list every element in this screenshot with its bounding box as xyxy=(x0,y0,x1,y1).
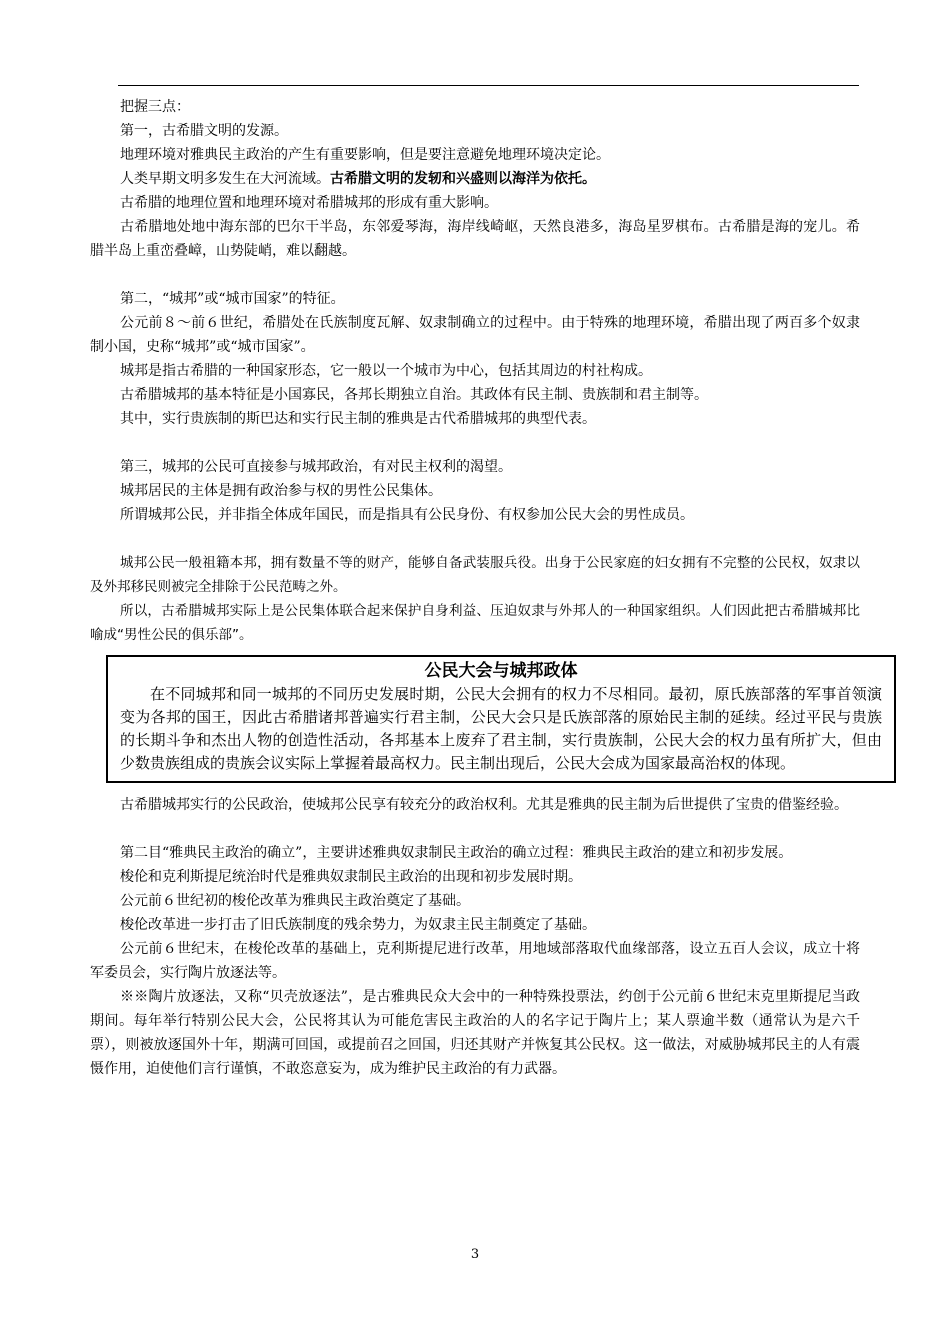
paragraph: 梭伦和克利斯提尼统治时代是雅典奴隶制民主政治的出现和初步发展时期。 xyxy=(120,869,582,885)
paragraph: 古希腊地处地中海东部的巴尔干半岛，东邻爱琴海，海岸线崎岖，天然良港多，海岛星罗棋布。古希腊是海的宠儿。希腊半岛上重峦叠嶂，山势陡峭，难以翻越。 xyxy=(90,219,860,259)
paragraph: 梭伦改革进一步打击了旧氏族制度的残余势力，为奴隶主民主制奠定了基础。 xyxy=(120,917,596,933)
paragraph: 古希腊的地理位置和地理环境对希腊城邦的形成有重大影响。 xyxy=(120,195,498,211)
paragraph: 第三，城邦的公民可直接参与城邦政治，有对民主权利的渴望。 xyxy=(120,459,512,475)
paragraph: 把握三点： xyxy=(120,99,190,115)
paragraph: 所以，古希腊城邦实际上是公民集体联合起来保护自身利益、压迫奴隶与外邦人的一种国家组织。人们因此把古希腊城邦比喻成“男性公民的俱乐部”。 xyxy=(90,603,860,643)
paragraph: 公元前８～前６世纪，希腊处在氏族制度瓦解、奴隶制确立的过程中。由于特殊的地理环境，希腊出现了两百多个奴隶制小国，史称“城邦”或“城市国家”。 xyxy=(90,315,860,355)
paragraph xyxy=(90,167,860,191)
paragraph: 城邦公民一般祖籍本邦，拥有数量不等的财产，能够自备武装服兵役。出身于公民家庭的妇女拥有不完整的公民权，奴隶以及外邦移民则被完全排除于公民范畴之外。 xyxy=(90,555,860,595)
paragraph: 其中，实行贵族制的斯巴达和实行民主制的雅典是古代希腊城邦的典型代表。 xyxy=(120,411,596,427)
paragraph: 城邦是指古希腊的一种国家形态，它一般以一个城市为中心，包括其周边的村社构成。 xyxy=(120,363,652,379)
paragraph: 古希腊城邦的基本特征是小国寡民，各邦长期独立自治。其政体有民主制、贵族制和君主制等。 xyxy=(120,387,708,403)
text-span: 人类早期文明多发生在大河流域。 xyxy=(120,171,330,187)
paragraph: 第二目“雅典民主政治的确立”，主要讲述雅典奴隶制民主政治的确立过程：雅典民主政治的建立和初步发展。 xyxy=(120,845,793,861)
paragraph: 公元前６世纪初的梭伦改革为雅典民主政治奠定了基础。 xyxy=(120,893,470,909)
bold-text: 古希腊文明的发轫和兴盛则以海洋为依托。 xyxy=(330,171,596,187)
page-number: 3 xyxy=(470,1247,480,1262)
paragraph: 古希腊城邦实行的公民政治，使城邦公民享有较充分的政治权利。尤其是雅典的民主制为后世提供了宝贵的借鉴经验。 xyxy=(120,797,848,813)
info-box-body: 在不同城邦和同一城邦的不同历史发展时期，公民大会拥有的权力不尽相同。最初，原氏族部落的军事首领演变为各邦的国王，因此古希腊诸邦普遍实行君主制，公民大会只是氏族部落的原始民主制的延续。经过平民与贵族的长期斗争和杰出人物的创造性活动，各邦基本上废弃了君主制，实行贵族制，公民大会的权力虽有所扩大，但由少数贵族组成的贵族会议实际上掌握着最高权力。民主制出现后，公民大会成为国家最高治权的体现。 xyxy=(120,685,882,772)
paragraph: 公元前６世纪末，在梭伦改革的基础上，克利斯提尼进行改革，用地域部落取代血缘部落，设立五百人会议，成立十将军委员会，实行陶片放逐法等。 xyxy=(90,941,860,981)
paragraph: ※※陶片放逐法，又称“贝壳放逐法”，是古雅典民众大会中的一种特殊投票法，约创于公元前６世纪末克里斯提尼当政期间。每年举行特别公民大会，公民将其认为可能危害民主政治的人的名字记于陶片上；某人票逾半数（通常认为是六千票），则被放逐国外十年，期满可回国，或提前召之回国，归还其财产并恢复其公民权。这一做法，对威胁城邦民主的人有震慑作用，迫使他们言行谨慎，不敢恣意妄为，成为维护民主政治的有力武器。 xyxy=(90,989,860,1077)
info-box-title: 公民大会与城邦政体 xyxy=(424,661,578,681)
header-rule xyxy=(118,85,859,86)
paragraph: 第二，“城邦”或“城市国家”的特征。 xyxy=(120,291,345,307)
paragraph: 所谓城邦公民，并非指全体成年国民，而是指具有公民身份、有权参加公民大会的男性成员。 xyxy=(120,507,694,523)
info-box xyxy=(106,655,896,783)
paragraph: 第一，古希腊文明的发源。 xyxy=(120,123,288,139)
document-body xyxy=(90,95,882,1081)
paragraph: 城邦居民的主体是拥有政治参与权的男性公民集体。 xyxy=(120,483,442,499)
paragraph: 地理环境对雅典民主政治的产生有重要影响，但是要注意避免地理环境决定论。 xyxy=(120,147,610,163)
